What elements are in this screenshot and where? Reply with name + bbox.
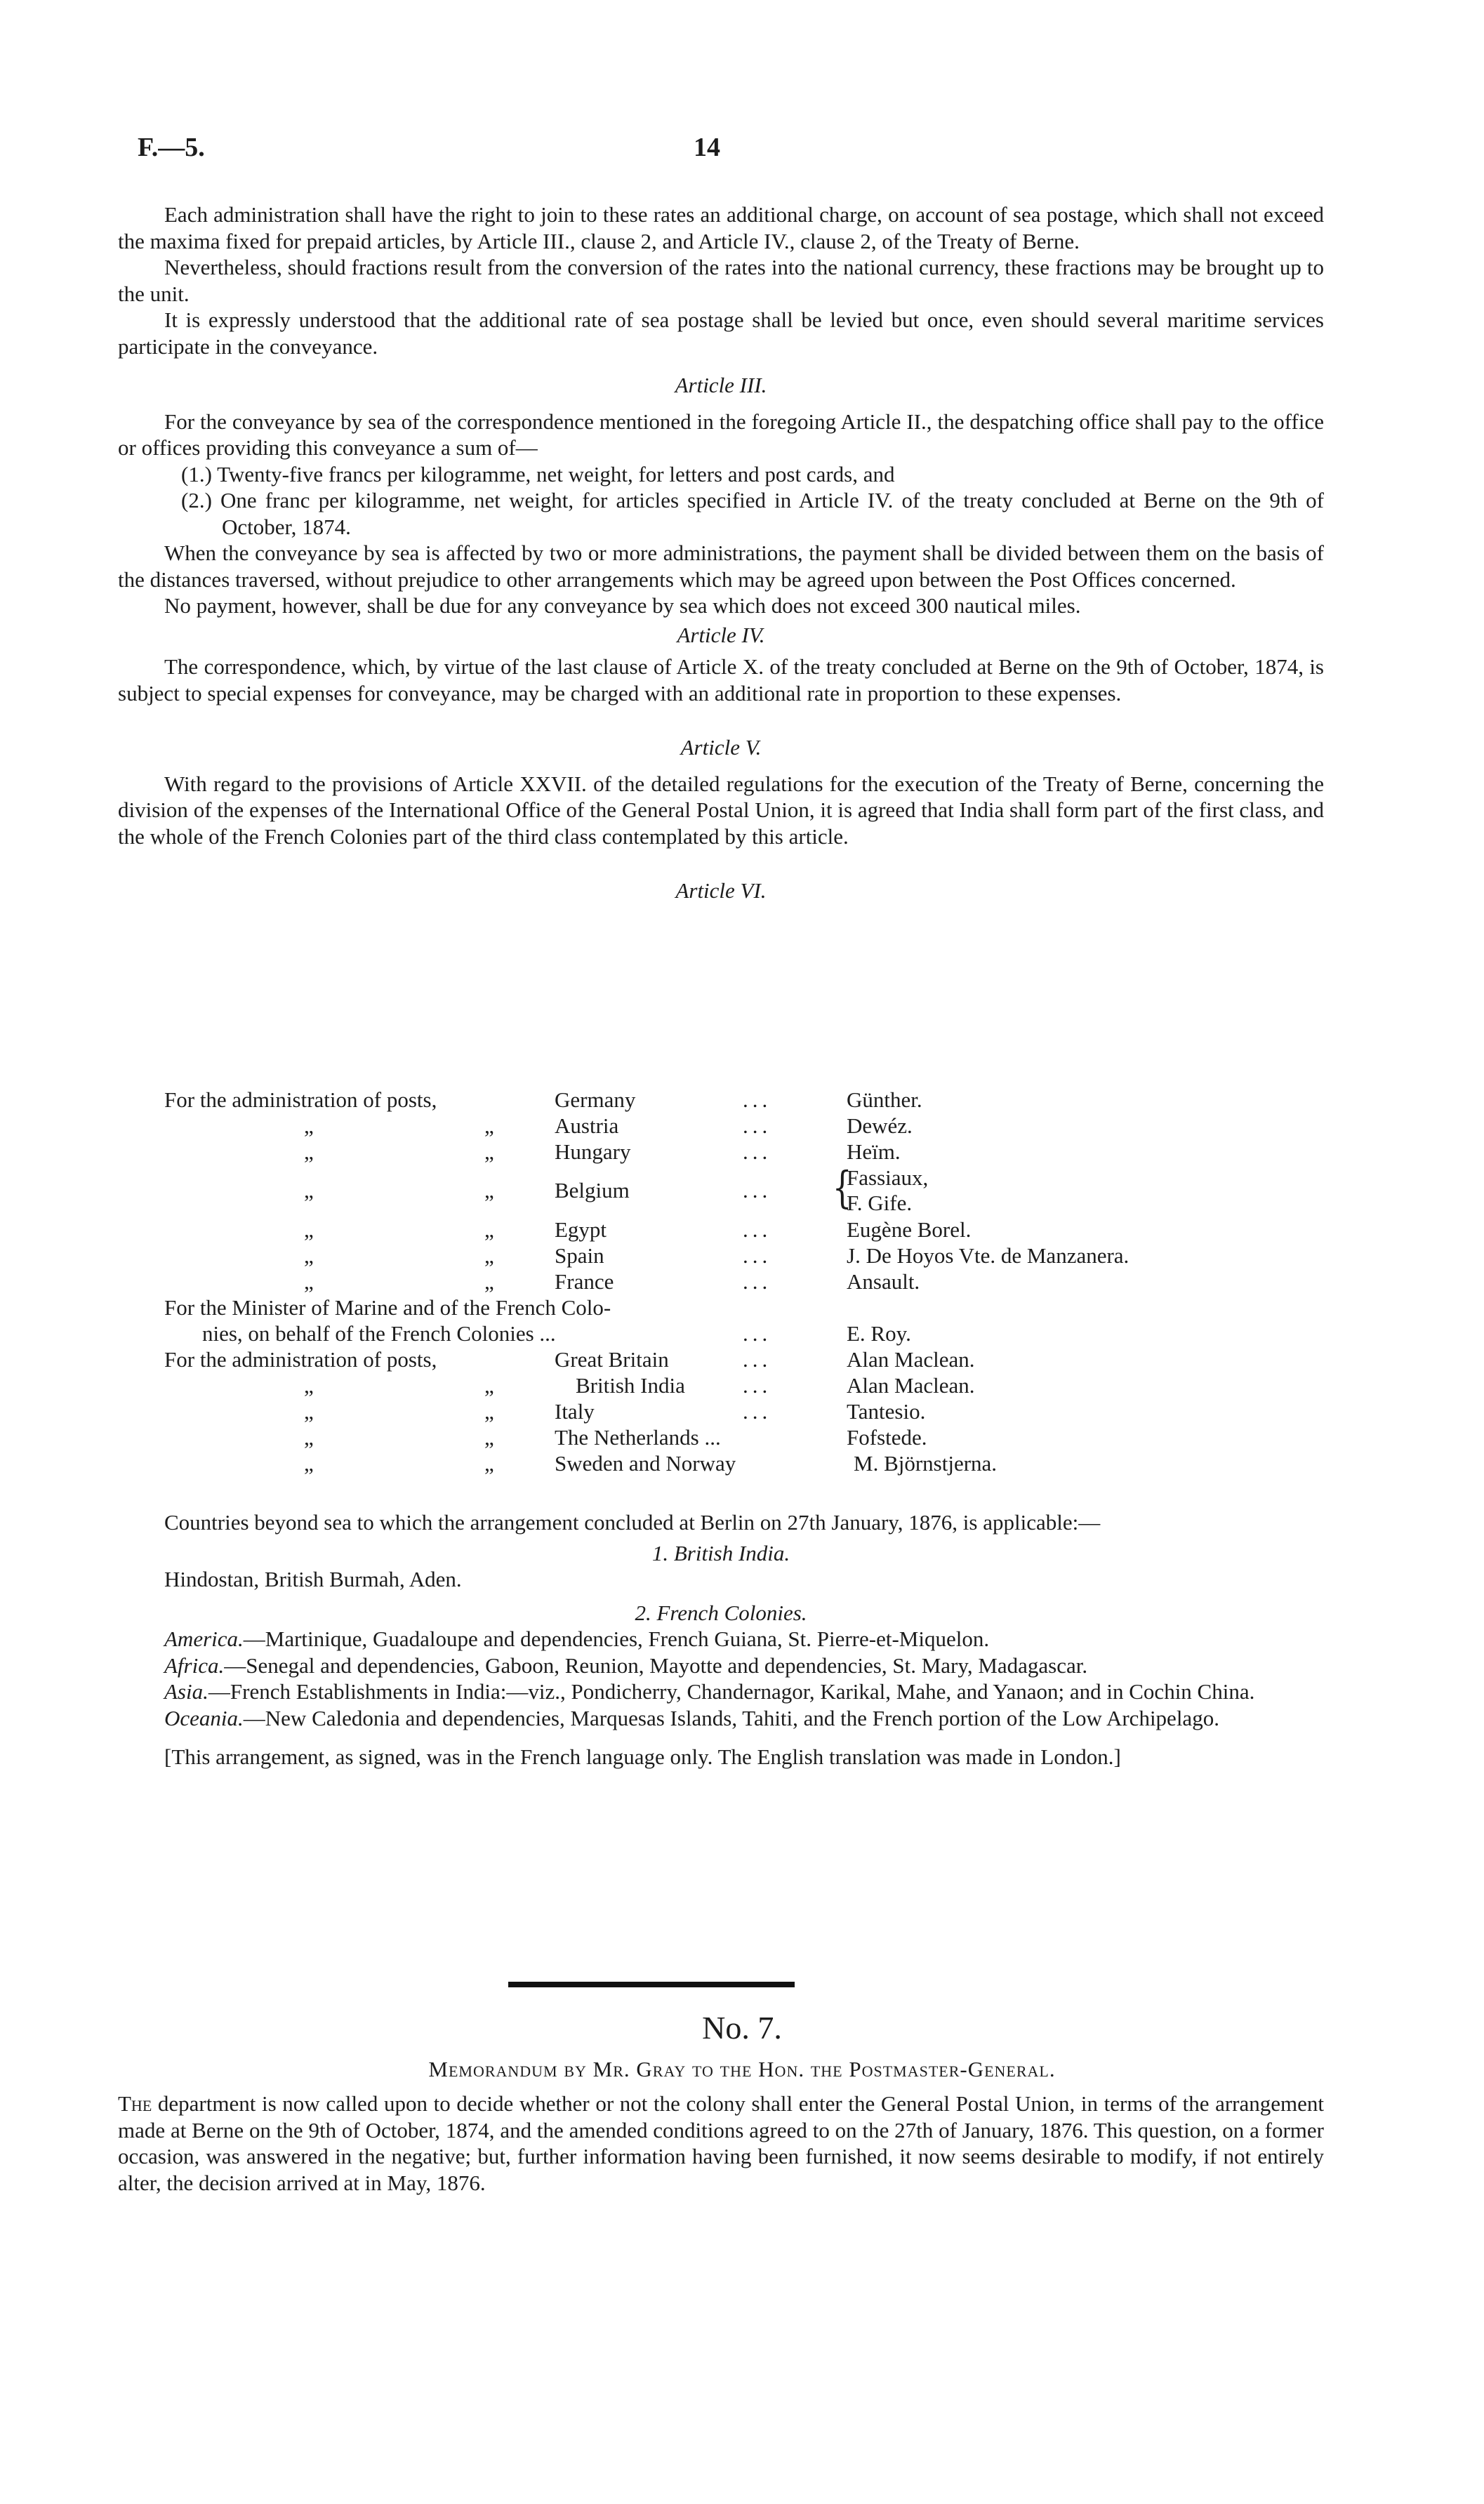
article-3-list	[118, 461, 1324, 541]
ditto-mark: „	[484, 1217, 494, 1242]
ditto-mark: „	[484, 1178, 494, 1203]
signature-row	[118, 1294, 1325, 1320]
article-3-heading: Article III.	[675, 373, 767, 397]
signatures-table	[118, 1087, 1325, 1476]
ditto-mark: „	[304, 1373, 314, 1398]
country-name: The Netherlands ...	[555, 1425, 721, 1450]
british-india-text: Hindostan, British Burmah, Aden.	[164, 1567, 462, 1591]
leader-dots: ...	[743, 1373, 772, 1398]
article-4-text: The correspondence, which, by virtue of the last clause of Article X. of the treaty concluded at Berne on the 9th of October, 1874, is subject to special expenses for conveyance, may be charged with an additional rate in proportion to these expenses.	[118, 654, 1324, 706]
region-label: Asia.	[164, 1679, 208, 1704]
countries-section	[118, 1509, 1324, 1770]
ditto-mark: „	[304, 1399, 314, 1424]
signature-row	[118, 1243, 1325, 1268]
british-india-heading: 1. British India.	[651, 1540, 790, 1565]
country-name: Germany	[555, 1087, 636, 1112]
leader-dots: ...	[743, 1087, 772, 1112]
signature-row	[118, 1372, 1325, 1398]
signatory-name: Tantesio.	[847, 1399, 926, 1424]
leader-dots: ...	[743, 1178, 772, 1203]
intro-section	[118, 201, 1324, 914]
signatory-name: Alan Maclean.	[847, 1347, 975, 1372]
africa-paragraph	[118, 1652, 1324, 1679]
minister-label-continued: nies, on behalf of the French Colonies ...	[202, 1321, 556, 1346]
signatory-name: Alan Maclean.	[847, 1373, 975, 1398]
memo-title: Memorandum by Mr. Gray to the Hon. the Postmaster-General.	[428, 2057, 1056, 2081]
page-number: 14	[694, 133, 720, 162]
intro-paragraph-3: It is expressly understood that the additional rate of sea postage shall be levied but once, even should several maritime services participate in the conveyance.	[118, 307, 1324, 359]
article-3-intro: For the conveyance by sea of the correspondence mentioned in the foregoing Article II., the despatching office shall pay to the office or offices providing this conveyance a sum of—	[118, 409, 1324, 460]
article-5-text: With regard to the provisions of Article XXVII. of the detailed regulations for the execution of the Treaty of Berne, concerning the division of the expenses of the International Office of the General Postal Union, it is agreed that India shall form part of the first class, and the whole of the French Colonies part of the third class contemplated by this article.	[118, 771, 1324, 849]
countries-intro: Countries beyond sea to which the arrangement concluded at Berlin on 27th January, 1876, is applicable:—	[164, 1510, 1101, 1535]
ditto-mark: „	[304, 1269, 314, 1294]
signatory-name: Ansault.	[847, 1269, 920, 1294]
leader-dots: ...	[743, 1139, 772, 1164]
signature-row	[118, 1450, 1325, 1476]
leader-dots: ...	[743, 1347, 772, 1372]
leader-dots: ...	[743, 1269, 772, 1294]
article-3-item-1: (1.) Twenty-five francs per kilogramme, net weight, for letters and post cards, and	[181, 461, 895, 486]
leader-dots: ...	[743, 1321, 772, 1346]
intro-paragraph-1: Each administration shall have the right to join to these rates an additional charge, on account of sea postage, which shall not exceed the maxima fixed for prepaid articles, by Article III., clause 2, and Article IV., clause 2, of the Treaty of Berne.	[118, 202, 1324, 253]
leader-dots: ...	[743, 1399, 772, 1424]
signatory-name: J. De Hoyos Vte. de Manzanera.	[847, 1243, 1129, 1268]
country-name: Belgium	[555, 1178, 630, 1203]
signatory-name: Dewéz.	[847, 1113, 913, 1138]
signature-row	[118, 1268, 1325, 1294]
ditto-mark: „	[484, 1269, 494, 1294]
signatory-name: Heïm.	[847, 1139, 901, 1164]
memo-lead-word: The	[118, 2091, 152, 2116]
country-name: British India	[576, 1373, 685, 1398]
signatory-name: M. Björnstjerna.	[854, 1451, 998, 1476]
country-name: Great Britain	[555, 1347, 669, 1372]
region-text: —Martinique, Guadaloupe and dependencies, French Guiana, St. Pierre-et-Miquelon.	[243, 1627, 990, 1651]
ditto-mark: „	[484, 1139, 494, 1164]
article-3-paragraph-2: When the conveyance by sea is affected by two or more administrations, the payment shall be divided between them on the basis of the distances traversed, without prejudice to other arrangements which may be agreed upon between the Post Offices concerned.	[118, 541, 1324, 592]
asia-paragraph	[118, 1678, 1324, 1705]
leader-dots: ...	[743, 1217, 772, 1242]
signature-row	[118, 1217, 1325, 1243]
section-divider	[508, 1982, 795, 1987]
ditto-mark: „	[484, 1399, 494, 1424]
ditto-mark: „	[484, 1243, 494, 1268]
article-6-heading: Article VI.	[675, 878, 767, 903]
region-label: America.	[164, 1627, 244, 1651]
ditto-mark: „	[304, 1217, 314, 1242]
brace-glyph: {	[832, 1162, 852, 1213]
article-4-heading: Article IV.	[677, 622, 765, 647]
article-3-item-2: (2.) One franc per kilogramme, net weight, for articles specified in Article IV. of the treaty concluded at Berne on the 9th of October, 1874.	[181, 488, 1324, 539]
article-5-heading: Article V.	[680, 735, 762, 760]
article-3-paragraph-3: No payment, however, shall be due for any conveyance by sea which does not exceed 300 nautical miles.	[164, 593, 1081, 618]
signatory-name: Fassiaux,	[847, 1165, 929, 1190]
country-name: Egypt	[555, 1217, 607, 1242]
ditto-mark: „	[484, 1425, 494, 1450]
region-label: Africa.	[164, 1652, 225, 1678]
document-reference: F.—5.	[138, 133, 205, 162]
minister-label: For the Minister of Marine and of the French Colo-	[164, 1295, 611, 1320]
signature-row	[118, 1346, 1325, 1372]
translation-note: [This arrangement, as signed, was in the French language only. The English translation was made in London.]	[164, 1744, 1121, 1769]
french-colonies-heading: 2. French Colonies.	[635, 1600, 807, 1625]
signature-row	[118, 1113, 1325, 1139]
ditto-mark: „	[484, 1373, 494, 1398]
leader-dots: ...	[743, 1243, 772, 1268]
signature-row	[118, 1162, 1325, 1217]
memo-body	[118, 2091, 1324, 2196]
ditto-mark: „	[484, 1451, 494, 1476]
america-paragraph	[118, 1626, 1324, 1652]
country-name: Italy	[555, 1399, 595, 1424]
region-text: —New Caledonia and dependencies, Marquesas Islands, Tahiti, and the French portion of the Low Archipelago.	[243, 1705, 1219, 1730]
page-header	[112, 132, 1327, 174]
intro-paragraph-2: Nevertheless, should fractions result from the conversion of the rates into the national currency, these fractions may be brought up to the unit.	[118, 255, 1324, 306]
signatory-name: Fofstede.	[847, 1425, 927, 1450]
signatory-name: F. Gife.	[847, 1191, 913, 1215]
administration-label: For the administration of posts,	[164, 1087, 437, 1112]
ditto-mark: „	[304, 1425, 314, 1450]
signatory-name: Günther.	[847, 1087, 922, 1112]
administration-label: For the administration of posts,	[164, 1347, 437, 1372]
country-name: Spain	[555, 1243, 604, 1268]
region-label: Oceania.	[164, 1705, 244, 1730]
memo-text: department is now called upon to decide whether or not the colony shall enter the General Postal Union, in terms of the arrangement made at Berne on the 9th of October, 1874, and the amended conditions agreed to on the 27th of January, 1876. This question, on a former occasion, was answered in the negative; but, further information having been furnished, it now seems desirable to modify, if not entirely alter, the decision arrived at in May, 1876.	[118, 2091, 1325, 2195]
signature-row	[118, 1424, 1325, 1450]
signature-row	[118, 1139, 1325, 1165]
memo-number: No. 7.	[702, 2010, 782, 2046]
ditto-mark: „	[484, 1113, 494, 1138]
country-name: Sweden and Norway	[555, 1451, 736, 1476]
ditto-mark: „	[304, 1139, 314, 1164]
country-name: Hungary	[555, 1139, 631, 1164]
region-text: —French Establishments in India:—viz., Pondicherry, Chandernagor, Karikal, Mahe, and Yanaon; and in Cochin China.	[208, 1679, 1255, 1704]
leader-dots: ...	[743, 1113, 772, 1138]
signature-row	[118, 1320, 1325, 1346]
signatory-name: E. Roy.	[847, 1321, 911, 1346]
region-text: —Senegal and dependencies, Gaboon, Reunion, Mayotte and dependencies, St. Mary, Madagascar.	[224, 1652, 1088, 1678]
oceania-paragraph	[118, 1705, 1324, 1732]
ditto-mark: „	[304, 1451, 314, 1476]
signature-row	[118, 1087, 1325, 1113]
ditto-mark: „	[304, 1113, 314, 1138]
country-name: Austria	[555, 1113, 619, 1138]
country-name: France	[555, 1269, 614, 1294]
ditto-mark: „	[304, 1178, 314, 1203]
signatory-name: Eugène Borel.	[847, 1217, 972, 1242]
ditto-mark: „	[304, 1243, 314, 1268]
signature-row	[118, 1398, 1325, 1424]
